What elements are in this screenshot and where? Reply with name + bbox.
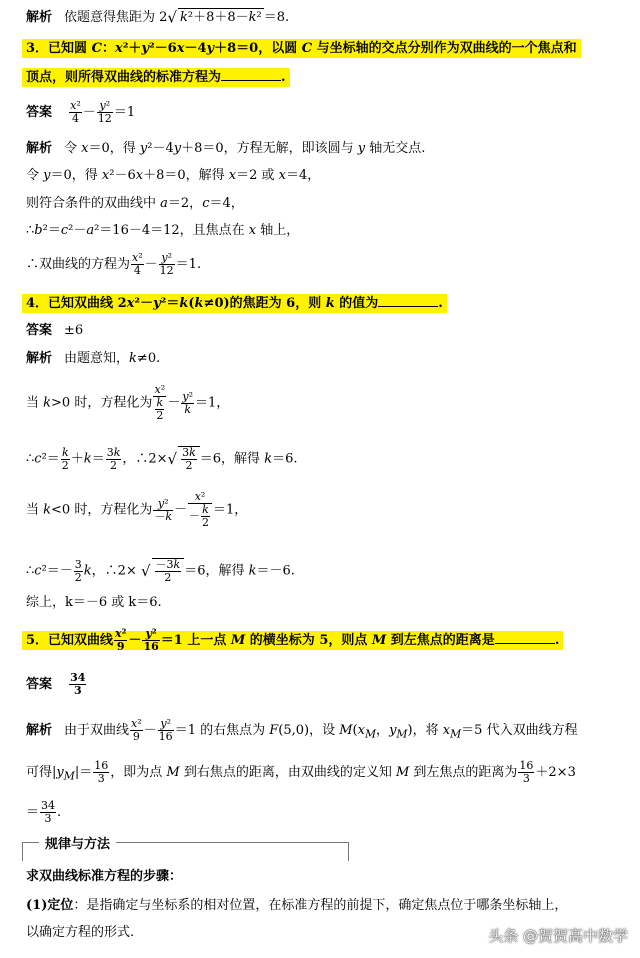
solution-line: 可得$|y_M|=$ $\frac{16}{3}$ ，即为点 M 到右焦点的距离，由双曲线的定义知 M 到左焦点的距离为 $\frac{16}{3}$ ＋2×3: [26, 759, 576, 785]
method-step-1: (1)定位：是指确定与坐标系的相对位置，在标准方程的前提下，确定焦点位于哪条坐标轴上，: [26, 898, 568, 913]
solution-line: ＝ $\frac{34}{3}$ .: [26, 799, 62, 825]
answer-4: 答案 ±6: [26, 323, 84, 338]
method-step-1-cont: 以确定方程的形式.: [26, 925, 135, 940]
method-intro: 求双曲线标准方程的步骤：: [26, 869, 183, 884]
question-4: 4．已知双曲线 2x²－y²＝k(k≠0)的焦距为 6，则 k 的值为 .: [26, 294, 447, 313]
answer-5: 答案 $\frac{34}{3}$: [26, 671, 86, 697]
solution-line: ∴b²＝c²－a²＝16－4＝12，且焦点在 x 轴上，: [26, 223, 300, 238]
solution-line: 解析 由于双曲线 $\frac{\text{x²}}{9}$ － $\frac{\text{y²}}{16}$ ＝1 的右焦点为 F(5,0)，设 $M(x_M$，$y_M$)，将 $x_M=5$ 代入双曲线方程: [26, 717, 578, 743]
solution-line: ∴c²＝－ $\frac{3}{2}$ k，∴2× √ $\frac{-3k}{2}$ ＝6，解得 k＝－6.: [26, 557, 295, 584]
answer-3: 答案 $\frac{\text{x²}}{4}$ － $\frac{\text{y²}}{12}$ ＝1: [26, 99, 136, 125]
question-5: 5．已知双曲线 $\frac{\text{x²}}{9}$ － $\frac{\text{y²}}{16}$ ＝1 上一点 M 的横坐标为 5，则点 M 到左焦点的距离是 .: [26, 628, 563, 653]
solution-line: 当 k<0 时，方程化为 $\frac{\text{y²}}{-k}$ － x² － $\frac{k}{2}$ ＝1，: [26, 490, 248, 529]
watermark: 头条 @贺贺高中数学: [488, 927, 628, 945]
solution-line: 综上，k＝－6 或 k＝6.: [26, 595, 162, 610]
solution-line: 则符合条件的双曲线中 a＝2，c＝4，: [26, 196, 244, 211]
solution-line: ∴双曲线的方程为 $\frac{\text{x²}}{4}$ － $\frac{\text{y²}}{12}$ ＝1.: [26, 251, 202, 277]
question-3-line-2: 顶点，则所得双曲线的标准方程为 .: [26, 68, 290, 87]
question-3-line-1: 3．已知圆 C：x²＋y²－6x－4y＋8＝0，以圆 C 与坐标轴的交点分别作为双曲线的一个焦点和: [26, 40, 581, 58]
section-header-box: [22, 837, 349, 861]
section-title: 规律与方法: [39, 833, 116, 852]
solution-line: 解析 依题意得焦距为 2√ k²＋8＋8－k² ＝8.: [26, 8, 290, 27]
solution-line: 解析 由题意知，k≠0.: [26, 351, 161, 366]
solution-line: 解析 令 x＝0，得 y²－4y＋8＝0，方程无解，即该圆与 y 轴无交点.: [26, 141, 426, 156]
solution-line: 当 k>0 时，方程化为 $\frac{\text{x²}}{\frac{k}{2}}$ － $\frac{\text{y²}}{k}$ ＝1，: [26, 383, 230, 422]
solution-line: 令 y＝0，得 x²－6x＋8＝0，解得 x＝2 或 x＝4，: [26, 168, 321, 183]
solution-line: ∴c²＝ $\frac{k}{2}$ ＋k＝ $\frac{3k}{2}$ ，∴2×√ $\frac{3k}{2}$ ＝6，解得 k＝6.: [26, 445, 298, 472]
